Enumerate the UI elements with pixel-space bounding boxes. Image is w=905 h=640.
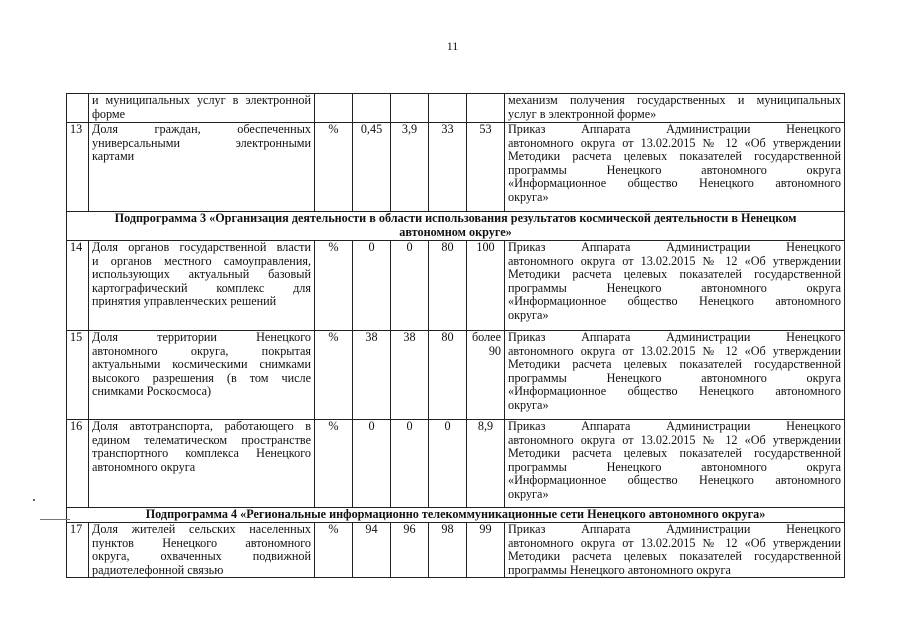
text-line: механизм получения государственных и муниципальных [508,93,841,107]
text-line: округа» [508,189,549,204]
value-year-1: 0 [353,241,391,331]
text-line: автономного округа от 13.02.2015 № 12 «Об утверждении [508,343,841,358]
unit-cell: % [315,241,353,331]
text-line: едином телематическом пространстве [92,432,311,447]
value-year-2: 38 [391,331,429,420]
text-line: «Информационное общество Ненецкого автономного [508,384,841,398]
value-cell [353,94,391,123]
text-line: использующих актуальный базовый [92,267,311,281]
value-year-3: 0 [429,420,467,508]
text-line: автономного округа от 13.02.2015 № 12 «Об утверждении [508,535,841,550]
value-line: более [471,330,501,344]
text-line: универсальными электронными [92,135,311,150]
page-number: 11 [446,39,459,53]
text-line: Методики расчета целевых показателей государственной [508,446,841,460]
source-document [505,123,845,212]
text-line: «Информационное общество Ненецкого автономного [508,176,841,190]
row-number [67,94,89,123]
text-line: Приказ Аппарата Администрации Ненецкого [508,330,841,344]
text-line: округа» [508,486,549,501]
text-line: радиотелефонной связью [92,562,224,577]
text-line: Доля жителей сельских населенных [92,522,311,536]
text-line: Доля автотранспорта, работающего в [92,419,311,433]
text-line: программы Ненецкого автономного округа [508,459,841,474]
table-row [67,123,845,212]
text-line: Методики расчета целевых показателей государственной [508,357,841,371]
table-row [67,94,845,123]
subprogram-title [67,212,845,241]
value-cell [429,94,467,123]
indicator-name [89,241,315,331]
value-year-2: 0 [391,420,429,508]
table-body [67,94,845,578]
value-cell [315,94,353,123]
text-line: Доля территории Ненецкого [92,330,311,344]
table-row [67,241,845,331]
value-year-4 [467,331,505,420]
value-line: 90 [488,343,501,358]
row-number: 17 [67,523,89,578]
indicator-name [89,94,315,123]
indicators-table [66,93,845,578]
value-year-4: 53 [467,123,505,212]
source-document [505,420,845,508]
text-line: пунктов Ненецкого автономного [92,535,311,550]
value-cell [391,94,429,123]
text-line: принятия управленческих решений [92,294,277,308]
table-row [67,420,845,508]
unit-cell: % [315,420,353,508]
unit-cell: % [315,331,353,420]
text-line: транспортного комплекса Ненецкого [92,446,311,460]
text-line: услуг в электронной форме» [508,106,657,121]
indicator-name [89,523,315,578]
value-year-4: 99 [467,523,505,578]
text-line: и муниципальных услуг в электронной [92,93,311,107]
text-line: и органов местного самоуправления, [92,253,311,268]
table-row [67,523,845,578]
text-line: актуальными космическими снимками [92,357,311,371]
source-document [505,331,845,420]
value-year-1: 94 [353,523,391,578]
value-year-2: 0 [391,241,429,331]
margin-mark [33,499,35,501]
subprogram-title-line: Подпрограмма 4 «Региональные информационно телекоммуникационные сети Ненецкого автономного округа» [145,507,766,521]
text-line: округа» [508,307,549,322]
text-line: Методики расчета целевых показателей государственной [508,549,841,563]
text-line: высокого разрешения (в том числе [92,370,311,385]
row-number: 13 [67,123,89,212]
unit-cell: % [315,523,353,578]
value-cell [467,94,505,123]
text-line: «Информационное общество Ненецкого автономного [508,294,841,308]
value-year-2: 96 [391,523,429,578]
text-line: автономного округа, покрытая [92,343,311,358]
subprogram-row [67,212,845,241]
value-year-3: 33 [429,123,467,212]
table-row [67,331,845,420]
row-number: 14 [67,241,89,331]
margin-dash [40,519,70,520]
value-year-3: 80 [429,331,467,420]
text-line: программы Ненецкого автономного округа [508,562,731,577]
text-line: программы Ненецкого автономного округа [508,280,841,295]
value-year-4: 100 [467,241,505,331]
text-line: Методики расчета целевых показателей государственной [508,149,841,163]
text-line: Доля органов государственной власти [92,240,311,254]
text-line: округа» [508,397,549,412]
row-number: 16 [67,420,89,508]
value-year-1: 38 [353,331,391,420]
value-year-3: 80 [429,241,467,331]
subprogram-title-line: Подпрограмма 3 «Организация деятельности в области использования результатов космической деятельности в Ненецком [114,211,797,225]
unit-cell: % [315,123,353,212]
text-line: автономного округа от 13.02.2015 № 12 «Об утверждении [508,432,841,447]
subprogram-title [67,508,845,523]
indicator-name [89,331,315,420]
row-number: 15 [67,331,89,420]
subprogram-title-line: автономном округе» [399,224,512,239]
value-year-3: 98 [429,523,467,578]
value-year-1: 0 [353,420,391,508]
text-line: Приказ Аппарата Администрации Ненецкого [508,240,841,254]
text-line: автономного округа от 13.02.2015 № 12 «Об утверждении [508,135,841,150]
text-line: снимками Роскосмоса) [92,384,212,398]
source-document [505,241,845,331]
text-line: картами [92,149,135,163]
text-line: округа, охваченных подвижной [92,549,311,563]
text-line: Приказ Аппарата Администрации Ненецкого [508,419,841,433]
text-line: программы Ненецкого автономного округа [508,162,841,177]
source-document [505,523,845,578]
subprogram-row [67,508,845,523]
text-line: автономного округа [92,459,196,474]
text-line: картографический комплекс для [92,280,311,295]
value-year-4: 8,9 [467,420,505,508]
indicator-name [89,123,315,212]
value-year-2: 3,9 [391,123,429,212]
indicator-name [89,420,315,508]
value-year-1: 0,45 [353,123,391,212]
text-line: Приказ Аппарата Администрации Ненецкого [508,122,841,136]
source-document [505,94,845,123]
text-line: Доля граждан, обеспеченных [92,122,311,136]
text-line: Методики расчета целевых показателей государственной [508,267,841,281]
text-line: форме [92,106,126,121]
text-line: «Информационное общество Ненецкого автономного [508,473,841,487]
text-line: автономного округа от 13.02.2015 № 12 «Об утверждении [508,253,841,268]
text-line: программы Ненецкого автономного округа [508,370,841,385]
text-line: Приказ Аппарата Администрации Ненецкого [508,522,841,536]
